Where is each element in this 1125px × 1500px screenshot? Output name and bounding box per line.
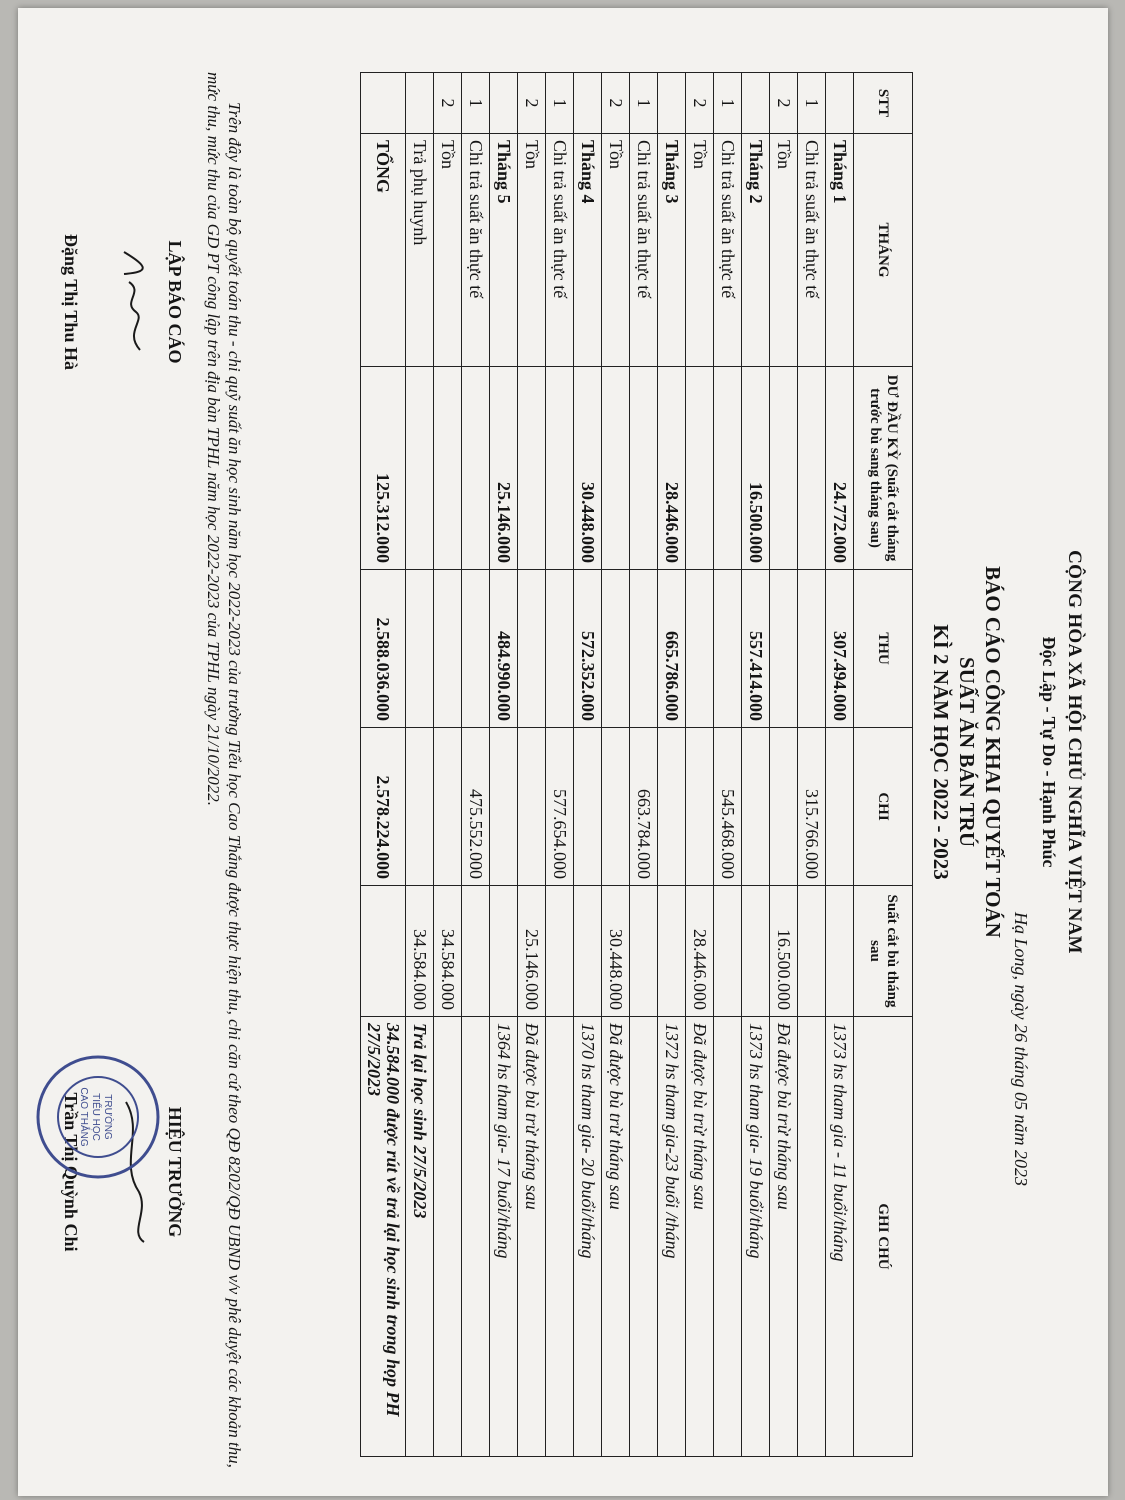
cell-suat-cat xyxy=(742,886,770,1017)
cell-ghi-chu: Đã được bù trừ tháng sau xyxy=(770,1017,798,1457)
table-row xyxy=(518,73,546,1457)
cell-chi xyxy=(518,728,546,886)
cell-suat-cat xyxy=(462,886,490,1017)
cell-chi: 545.468.000 xyxy=(714,728,742,886)
cell-du-dau-ky xyxy=(546,367,574,570)
col-ghi-chu: GHI CHÚ xyxy=(854,1017,913,1457)
cell-thu: 665.786.000 xyxy=(658,570,686,728)
cell-suat-cat xyxy=(826,886,854,1017)
col-stt: STT xyxy=(854,73,913,134)
table-row xyxy=(714,73,742,1457)
cell-ghi-chu: Đã được bù trừ tháng sau xyxy=(686,1017,714,1457)
cell-chi xyxy=(406,728,434,886)
cell-ghi-chu xyxy=(714,1017,742,1457)
rotated-document xyxy=(23,12,1103,1492)
cell-thang: Chi trả suất ăn thực tế xyxy=(630,134,658,367)
cell-ghi-chu: 1364 hs tham gia- 17 buổi/tháng xyxy=(490,1017,518,1457)
table-row xyxy=(742,73,770,1457)
cell-stt: 2 xyxy=(770,73,798,134)
preparer-title: LẬP BÁO CÁO xyxy=(165,240,185,364)
cell-stt: 2 xyxy=(686,73,714,134)
cell-chi xyxy=(658,728,686,886)
cell-ghi-chu: Đã được bù trừ tháng sau xyxy=(518,1017,546,1457)
cell-thang: Tháng 5 xyxy=(490,134,518,367)
cell-thu xyxy=(406,570,434,728)
preparer-signature-block xyxy=(60,142,185,462)
cell-ghi-chu: Trả lại học sinh 27/5/2023 xyxy=(406,1017,434,1457)
cell-thang: Tháng 2 xyxy=(742,134,770,367)
motto: Độc Lập - Tự Do - Hạnh Phúc xyxy=(1039,636,1059,868)
cell-suat-cat xyxy=(798,886,826,1017)
cell-chi xyxy=(770,728,798,886)
cell-du-dau-ky xyxy=(686,367,714,570)
cell-suat-cat: 34.584.000 xyxy=(434,886,462,1017)
cell-thu: 557.414.000 xyxy=(742,570,770,728)
cell-ghi-chu: 1370 hs tham gia- 20 buổi/tháng xyxy=(574,1017,602,1457)
cell-thu xyxy=(686,570,714,728)
cell-stt: 1 xyxy=(546,73,574,134)
cell-ghi-chu: 34.584.000 được rút về trả lại học sinh trong họp PH 27/5/2023 xyxy=(361,1017,406,1457)
cell-suat-cat xyxy=(630,886,658,1017)
col-thu: THU xyxy=(854,570,913,728)
principal-title: HIỆU TRƯỞNG xyxy=(165,1106,185,1238)
cell-thu: 307.494.000 xyxy=(826,570,854,728)
principal-name: Trần Thị Quỳnh Chi xyxy=(61,1092,81,1252)
cell-chi xyxy=(686,728,714,886)
cell-stt: 2 xyxy=(434,73,462,134)
cell-thu xyxy=(630,570,658,728)
col-thang: THÁNG xyxy=(854,134,913,367)
cell-thu xyxy=(546,570,574,728)
cell-du-dau-ky xyxy=(462,367,490,570)
summary-text: Trên đây là toàn bộ quyết toán thu - chi quỹ suất ăn học sinh năm học 2022-2023 của trường Tiểu học Cao Thắng được thực hiện thu, chi căn cứ theo QĐ 8202/QĐ UBND v/v phê duyệt các khoản thu, mức thu, mức thu của GD PT công lập trên địa bàn TPHL năm học 2022-2023 của TPHL ngày 21/10/2022. xyxy=(204,72,244,1468)
paper-sheet xyxy=(18,8,1108,1496)
cell-thu xyxy=(798,570,826,728)
svg-text:CAO THẮNG: CAO THẮNG xyxy=(78,1087,89,1147)
table-row xyxy=(658,73,686,1457)
cell-chi xyxy=(434,728,462,886)
table-row xyxy=(490,73,518,1457)
cell-ghi-chu xyxy=(546,1017,574,1457)
table-row xyxy=(574,73,602,1457)
cell-thu xyxy=(714,570,742,728)
cell-ghi-chu xyxy=(462,1017,490,1457)
cell-suat-cat: 28.446.000 xyxy=(686,886,714,1017)
cell-chi xyxy=(826,728,854,886)
cell-thang: Tồn xyxy=(602,134,630,367)
table-row xyxy=(602,73,630,1457)
settlement-table xyxy=(360,72,913,1457)
cell-du-dau-ky: 16.500.000 xyxy=(742,367,770,570)
cell-du-dau-ky xyxy=(434,367,462,570)
cell-stt: 2 xyxy=(518,73,546,134)
cell-du-dau-ky: 30.448.000 xyxy=(574,367,602,570)
cell-chi xyxy=(490,728,518,886)
cell-suat-cat xyxy=(658,886,686,1017)
cell-du-dau-ky xyxy=(714,367,742,570)
col-suat-cat: Suất cắt bù tháng sau xyxy=(854,886,913,1017)
cell-du-dau-ky: 125.312.000 xyxy=(361,367,406,570)
table-row xyxy=(406,73,434,1457)
cell-chi: 475.552.000 xyxy=(462,728,490,886)
table-row xyxy=(434,73,462,1457)
cell-thang: Tháng 1 xyxy=(826,134,854,367)
cell-suat-cat: 16.500.000 xyxy=(770,886,798,1017)
cell-du-dau-ky xyxy=(602,367,630,570)
cell-stt xyxy=(658,73,686,134)
cell-suat-cat xyxy=(490,886,518,1017)
table-row xyxy=(686,73,714,1457)
table-row xyxy=(770,73,798,1457)
cell-stt xyxy=(574,73,602,134)
cell-suat-cat xyxy=(546,886,574,1017)
cell-thang: Tháng 3 xyxy=(658,134,686,367)
cell-du-dau-ky: 24.772.000 xyxy=(826,367,854,570)
cell-du-dau-ky xyxy=(406,367,434,570)
nation-header: CỘNG HÒA XÃ HỘI CHỦ NGHĨA VIỆT NAM xyxy=(1064,550,1085,954)
cell-stt: 1 xyxy=(462,73,490,134)
place-date: Hạ Long, ngày 26 tháng 05 năm 2023 xyxy=(1011,912,1031,1186)
cell-suat-cat: 34.584.000 xyxy=(406,886,434,1017)
cell-chi: 663.784.000 xyxy=(630,728,658,886)
cell-stt: 1 xyxy=(630,73,658,134)
cell-stt xyxy=(406,73,434,134)
cell-stt: 1 xyxy=(798,73,826,134)
cell-ghi-chu: 1372 hs tham gia-23 buổi /tháng xyxy=(658,1017,686,1457)
cell-suat-cat xyxy=(714,886,742,1017)
cell-ghi-chu xyxy=(798,1017,826,1457)
svg-text:TIỂU HỌC: TIỂU HỌC xyxy=(90,1093,101,1141)
cell-ghi-chu: Đã được bù trừ tháng sau xyxy=(602,1017,630,1457)
cell-chi xyxy=(574,728,602,886)
report-title: BÁO CÁO CÔNG KHAI QUYẾT TOÁN xyxy=(981,566,1005,938)
col-du-dau-ky: DƯ ĐẦU KỲ (Suất cắt tháng trước bù sang tháng sau) xyxy=(854,367,913,570)
table-header-row xyxy=(854,73,913,1457)
cell-suat-cat xyxy=(361,886,406,1017)
cell-thang: Tồn xyxy=(686,134,714,367)
cell-du-dau-ky xyxy=(770,367,798,570)
cell-stt xyxy=(490,73,518,134)
cell-ghi-chu: 1373 hs tham gia - 11 buổi/tháng xyxy=(826,1017,854,1457)
cell-chi: 2.578.224.000 xyxy=(361,728,406,886)
cell-thang: Chi trả suất ăn thực tế xyxy=(462,134,490,367)
cell-thu xyxy=(434,570,462,728)
cell-du-dau-ky xyxy=(518,367,546,570)
cell-thu xyxy=(518,570,546,728)
cell-chi xyxy=(602,728,630,886)
table-row xyxy=(630,73,658,1457)
cell-thang: Tồn xyxy=(434,134,462,367)
table-row xyxy=(546,73,574,1457)
cell-chi: 577.654.000 xyxy=(546,728,574,886)
cell-thu: 484.990.000 xyxy=(490,570,518,728)
report-subtitle: SUẤT ĂN BÁN TRÚ xyxy=(955,656,979,847)
cell-chi: 315.766.000 xyxy=(798,728,826,886)
cell-ghi-chu xyxy=(630,1017,658,1457)
cell-thu xyxy=(770,570,798,728)
table-row xyxy=(826,73,854,1457)
report-period: KÌ 2 NĂM HỌC 2022 - 2023 xyxy=(929,624,953,880)
cell-suat-cat: 30.448.000 xyxy=(602,886,630,1017)
cell-thang: Tồn xyxy=(770,134,798,367)
cell-stt xyxy=(742,73,770,134)
cell-stt: 1 xyxy=(714,73,742,134)
cell-du-dau-ky: 28.446.000 xyxy=(658,367,686,570)
table-row xyxy=(361,73,406,1457)
cell-du-dau-ky: 25.146.000 xyxy=(490,367,518,570)
cell-thang: Chi trả suất ăn thực tế xyxy=(798,134,826,367)
cell-thang: Tồn xyxy=(518,134,546,367)
cell-thang: Chi trả suất ăn thực tế xyxy=(546,134,574,367)
cell-du-dau-ky xyxy=(630,367,658,570)
school-stamp xyxy=(33,1052,163,1182)
table-row xyxy=(798,73,826,1457)
cell-suat-cat xyxy=(574,886,602,1017)
cell-thu xyxy=(462,570,490,728)
cell-thu xyxy=(602,570,630,728)
cell-du-dau-ky xyxy=(798,367,826,570)
cell-thu: 2.588.036.000 xyxy=(361,570,406,728)
preparer-signature xyxy=(114,242,154,362)
col-chi: CHI xyxy=(854,728,913,886)
table-row xyxy=(462,73,490,1457)
preparer-name: Đặng Thị Thu Hà xyxy=(61,234,81,370)
cell-chi xyxy=(742,728,770,886)
cell-thang: Trả phụ huynh xyxy=(406,134,434,367)
svg-text:TRƯỜNG: TRƯỜNG xyxy=(102,1094,113,1140)
cell-suat-cat: 25.146.000 xyxy=(518,886,546,1017)
cell-thang: TỔNG xyxy=(361,134,406,367)
cell-thang: Tháng 4 xyxy=(574,134,602,367)
cell-thu: 572.352.000 xyxy=(574,570,602,728)
cell-thang: Chi trả suất ăn thực tế xyxy=(714,134,742,367)
cell-stt xyxy=(826,73,854,134)
cell-stt xyxy=(361,73,406,134)
cell-ghi-chu: 1373 hs tham gia- 19 buổi/tháng xyxy=(742,1017,770,1457)
cell-ghi-chu xyxy=(434,1017,462,1457)
cell-stt: 2 xyxy=(602,73,630,134)
